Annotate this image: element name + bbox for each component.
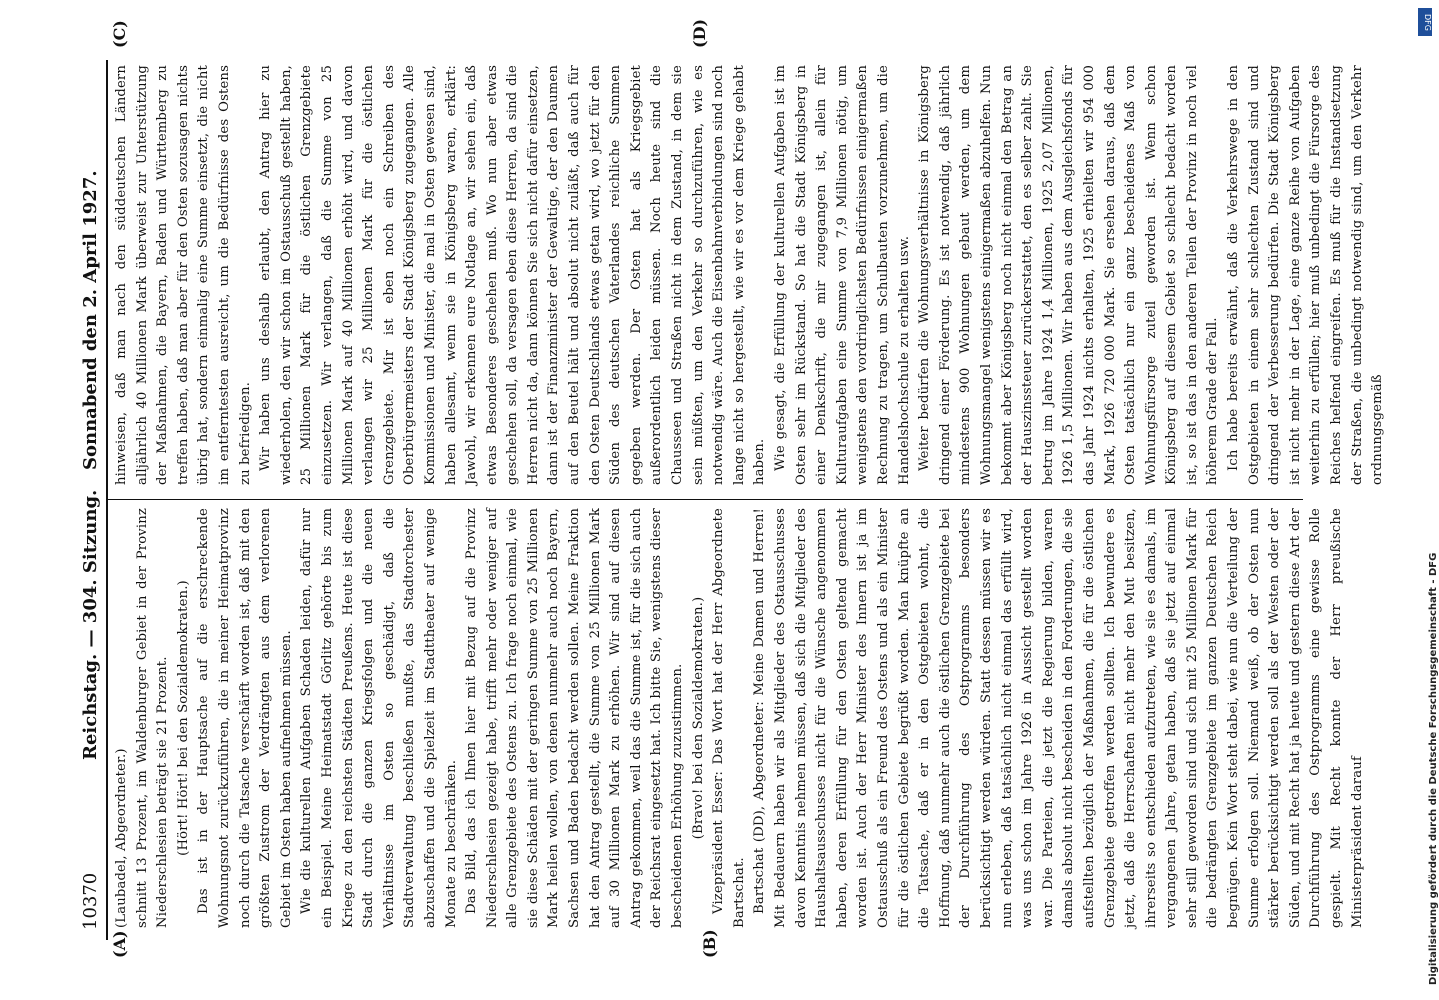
paragraph: Vizepräsident Esser: Das Wort hat der Herr Abgeordnete Bartschat. <box>711 508 747 928</box>
header-rule <box>106 60 108 940</box>
column-divider <box>108 499 1303 500</box>
paragraph: Wir haben uns deshalb erlaubt, den Antrag hier zu wiederholen, den wir schon im Ostausschuß gestellt haben, 25 Millionen Mark für die östlichen Grenzgebiete einzusetzen. Wir verlangen, daß die Summe von 25 Millionen Mark auf 40 Millionen erhöht wird, und davon verlangen wir 25 Millionen Mark für die östlichen Grenzgebiete. Mir ist eben noch ein Schreiben des Oberbürgermeisters der Stadt Königsberg zugegangen. Alle Kommissionen und Minister, die mal in Osten gewesen sind, haben allesamt, wenn sie in Königsberg waren, erklärt: Jawohl, wir erkennen eure Notlage an, wir sehen ein, daß etwas Besonderes geschehen muß. Wo nun aber etwas geschehen soll, da versagen eben diese Herren, da sind die Herren nicht da, dann können Sie sich nicht dafür einsetzen, dann ist der Finanzminister der Gewaltige, der den Daumen auf den Beutel hält und absolut nicht zuläßt, daß auch für den Osten Deutschlands etwas getan wird, wo jetzt für den Süden des deutschen Vaterlandes reichliche Summen gegeben werden. Der Osten hat als Kriegsgebiet außerordentlich leiden müssen. Noch heute sind die Chausseen und Straßen nicht in dem Zustand, in dem sie sein müßten, um den Verkehr so durchzuführen, wie es notwendig wäre. Auch die Eisenbahnverbindungen sind noch lange nicht so hergestellt, wie wir es vor dem Kriege gehabt haben. <box>258 65 768 485</box>
paragraph: (Bravo! bei den Sozialdemokraten.) <box>690 596 706 840</box>
paragraph: Wie die kulturellen Aufgaben Schaden leiden, dafür nur ein Beispiel. Meine Heimatstadt Görlitz gehörte bis zum Kriege zu den reichsten Städten Preußens. Heute ist diese Stadt durch die ganzen Kriegsfolgen und die neuen Verhältnisse im Osten so geschädigt, daß die Stadtverwaltung beschließen mußte, das Stadtorchester abzuschaffen und die Spielzeit im Stadttheater auf wenige Monate zu beschränken. <box>299 508 459 928</box>
page-header <box>78 0 108 1000</box>
paragraph: (Laubadel, Abgeordneter.) <box>114 748 129 928</box>
left-text-column <box>112 508 1365 928</box>
paragraph: Weiter bedürfen die Wohnungsverhältnisse in Königsberg dringend einer Förderung. Es ist notwendig, daß jährlich mindestens 900 Wohnungen gebaut werden, um dem Wohnungsmangel wenigstens einigermaßen abzuhelfen. Nun bekommt aber Königsberg noch nicht einmal den Betrag an der Hauszinssteuer zurückerstattet, den es selber zahlt. Sie betrug im Jahre 1924 1,4 Millionen, 1925 2,07 Millionen, 1926 1,5 Millionen. Wir haben aus dem Ausgleichsfonds für das Jahr 1924 nichts erhalten, 1925 erhielten wir 954 000 Mark, 1926 720 000 Mark. Sie ersehen daraus, daß dem Osten tatsächlich nur ein ganz bescheidenes Maß von Wohnungsfürsorge zuteil geworden ist. Wenn schon Königsberg auf diesem Gebiet so schlecht bedacht worden ist, so ist das in den anderen Teilen der Provinz in noch viel höherem Grade der Fall. <box>917 65 1221 485</box>
paragraph: Ich habe bereits erwähnt, daß die Verkehrswege in den Ostgebieten in einem sehr schlechten Zustand sind und dringend der Verbesserung bedürfen. Die Stadt Königsberg ist nicht mehr in der Lage, eine ganze Reihe von Aufgaben weiterhin zu erfüllen; hier muß unbedingt die Fürsorge des Reiches helfend eingreifen. Es muß für die Instandsetzung der Straßen, die unbedingt notwendig sind, um den Verkehr ordnungsgemäß <box>1226 65 1386 485</box>
credit-text: Digitalisierung gefördert durch die Deutsche Forschungsgemeinschaft - DFG <box>1428 552 1439 985</box>
paragraph: Wie gesagt, die Erfüllung der kulturellen Aufgaben ist im Osten sehr im Rückstand. So hat die Stadt Königsberg in einer Denkschrift, die mir zugegangen ist, allein für Kulturaufgaben eine Summe von 7,9 Millionen nötig, um wenigstens den vordringlichsten Bedürfnissen einigermaßen Rechnung zu tragen, um Schulbauten vorzunehmen, um die Handelshochschule zu erhalten usw. <box>773 65 912 485</box>
dfg-logo-icon: DFG <box>1418 8 1432 36</box>
right-text-column <box>112 65 1386 485</box>
paragraph: Das Bild, das ich Ihnen hier mit Bezug auf die Provinz Niederschlesien gezeigt habe, trifft mehr oder weniger auf alle Grenzgebiete des Ostens zu. Ich frage noch einmal, wie sie diese Schäden mit der geringen Summe von 25 Millionen Mark heilen wollen, von denen nunmehr auch noch Bayern, Sachsen und Baden bedacht werden sollen. Meine Fraktion hat den Antrag gestellt, die Summe von 25 Millionen Mark auf 30 Millionen Mark zu erhöhen. Wir sind auf diesen Antrag gekommen, weil das die Summe ist, für die sich auch der Reichsrat eingesetzt hat. Ich bitte Sie, wenigstens dieser bescheidenen Erhöhung zuzustimmen. <box>464 508 686 928</box>
paragraph: schnitt 13 Prozent, im Waldenburger Gebiet in der Provinz Niederschlesien beträgt sie 21 Prozent. <box>134 508 171 928</box>
paragraph: hinweisen, daß man nach den süddeutschen Ländern alljährlich 40 Millionen Mark überweist zur Unterstützung der Maßnahmen, die Bayern, Baden und Württemberg zu treffen haben, daß man aber für den Osten sozusagen nichts übrig hat, sondern einmalig eine Summe einsetzt, die nicht im entferntesten ausreicht, um die Bedürfnisse des Ostens zu befriedigen. <box>114 65 253 485</box>
paragraph: Das ist in der Hauptsache auf die erschreckende Wohnungsnot zurückzuführen, die in meiner Heimatprovinz noch durch die Tatsache verschärft worden ist, daß mit den größten Zustrom der Verdrängten aus dem verlorenen Gebiet im Osten haben aufnehmen müssen. <box>196 508 294 928</box>
page-number: 10370 <box>80 872 101 930</box>
margin-marker-a: (A) <box>110 930 129 958</box>
paragraph: (Hört! Hört! bei den Sozialdemokraten.) <box>175 580 191 856</box>
header-left-title: Reichstag. — 304. Sitzung. <box>80 489 101 760</box>
paragraph: Bartschat (DD), Abgeordneter: Meine Damen und Herren! Mit Bedauern haben wir als Mitglieder des Ostausschusses davon Kenntnis nehmen müssen, daß sich die Mitglieder des Haushaltsausschusses nicht für die Wünsche angenommen haben, deren Erfüllung für den Osten geltend gemacht worden ist. Auch der Herr Minister des Innern ist ja im Ostausschuß als ein Freund des Ostens und als ein Minister für die östlichen Gebiete begrüßt worden. Man knüpfte an die Tatsache, daß er in den Ostgebieten wohnt, die Hoffnung, daß nunmehr auch die östlichen Grenzgebiete bei der Durchführung des Ostprogramms besonders berücksichtigt werden würden. Statt dessen müssen wir es nun erleben, daß tatsächlich nicht einmal das erfüllt wird, was uns schon im Jahre 1926 in Aussicht gestellt worden war. Die Parteien, die jetzt die Regierung bilden, waren damals absolut nicht bescheiden in den Forderungen, die sie aufstellten bezüglich der Maßnahmen, die für die östlichen Grenzgebiete getroffen werden sollten. Ich bewundere es jetzt, daß die Herrschaften nicht mehr den Mut besitzen, ihrerseits so entschieden aufzutreten, wie sie es damals, im vergangenen Jahre, getan haben, daß sie jetzt auf einmal sehr still geworden sind und sich mit 25 Millionen Mark für die bedrängten Grenzgebiete im ganzen Deutschen Reich begnügen. Kein Wort steht dabei, wie nun die Verteilung der Summe erfolgen soll. Niemand weiß, ob der Osten nun stärker berücksichtigt werden soll als der Westen oder der Süden, und mit Recht hat ja heute und gestern diese Art der Durchführung des Ostprogramms eine gewisse Rolle gespielt. Mit Recht konnte der Herr preußische Ministerpräsident darauf <box>752 508 1365 928</box>
header-right-title: Sonnabend den 2. April 1927. <box>80 170 101 470</box>
margin-marker-c: (C) <box>110 20 129 48</box>
margin-marker-d: (D) <box>690 18 709 48</box>
margin-marker-b: (B) <box>700 929 719 958</box>
digitization-credit <box>1412 10 1439 990</box>
